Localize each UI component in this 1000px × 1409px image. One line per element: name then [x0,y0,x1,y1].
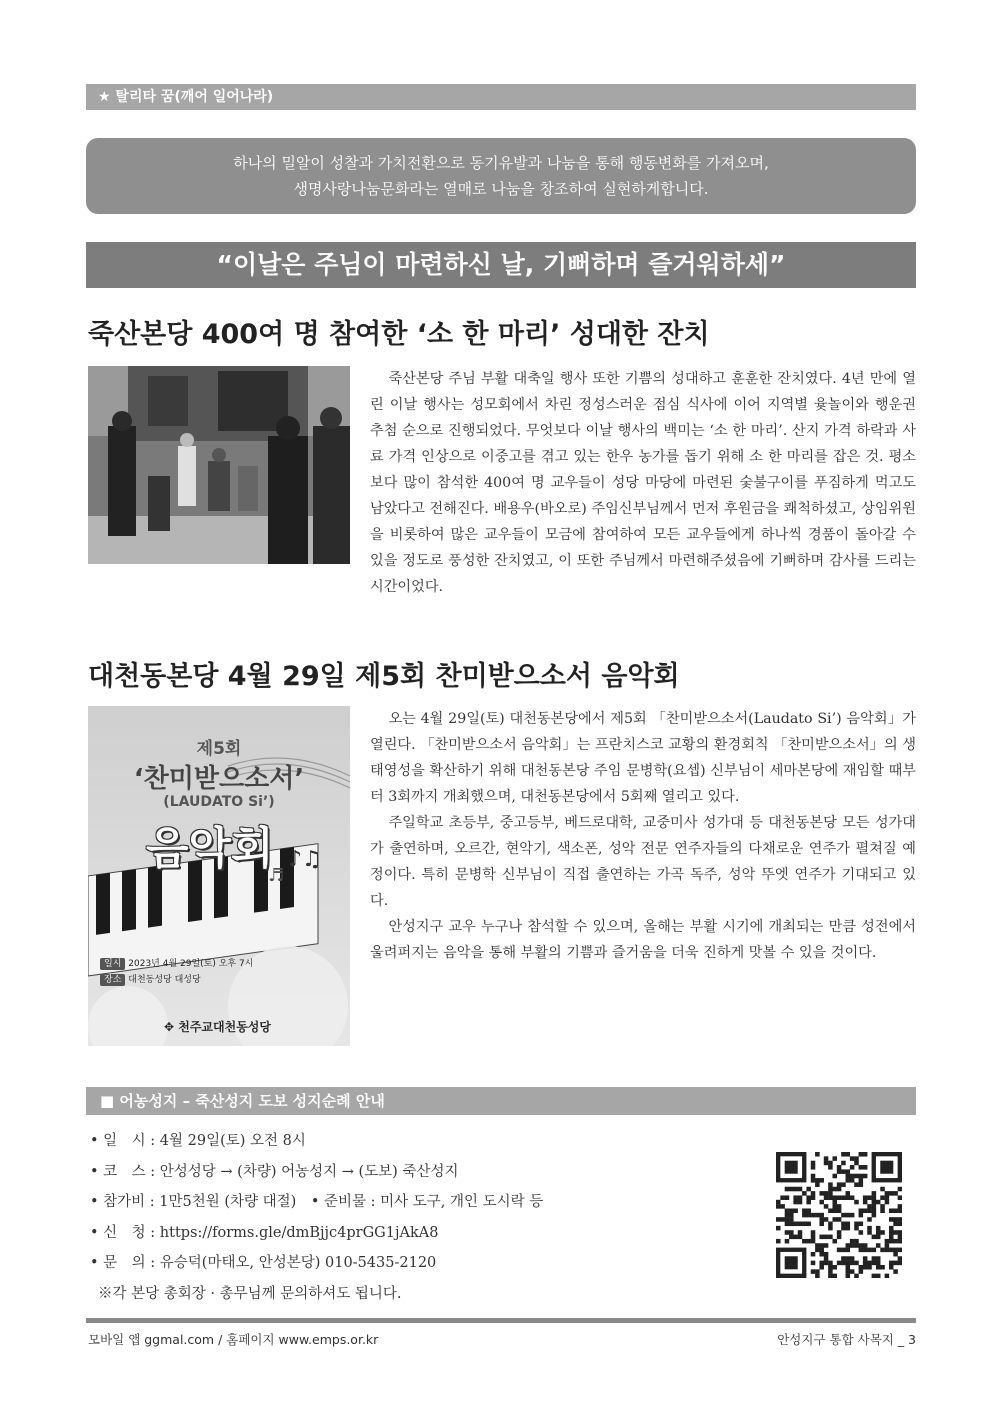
article2-paragraph-2: 주일학교 초등부, 중고등부, 베드로대학, 교중미사 성가대 등 대천동본당 모든 성가대가 출연하며, 오르간, 현악기, 색소폰, 성악 전문 연주자들의 다채로운 연주가 펼쳐질 예정이다. 특히 문병학 신부님이 직접 출연하는 가곡 독주, 성악 뚜엣 연주가 기대되고 있다. [370,815,916,909]
article2-paragraph-3: 안성지구 교우 누구나 참석할 수 있으며, 올해는 부활 시기에 개최되는 만큼 성전에서 울려퍼지는 음악을 통해 부활의 기쁨과 즐거움을 더욱 진하게 맛볼 수 있을 것이다. [370,919,916,961]
pilgrimage-info [90,1126,750,1309]
intro-line-2: 생명사랑나눔문화라는 열매로 나눔을 창조하여 실현하게합니다. [293,180,709,198]
footer-left: 모바일 앱 ggmal.com / 홈페이지 www.emps.or.kr [88,1332,379,1347]
article1-body [370,366,916,600]
footer-divider [86,1318,916,1323]
article2-paragraph-1: 오는 4월 29일(토) 대천동본당에서 제5회 「찬미받으소서(Laudato Si’) 음악회」가 열린다. 「찬미받으소서 음악회」는 프란치스코 교황의 환경회칙 「찬미받으소서」의 생태영성을 확산하기 위해 대천동본당 주임 문병학(요셉) 신부님이 세마본당에 재임할 때부터 3회까지 개최했으며, 대천동본당에서 5회째 열리고 있다. [370,711,916,805]
section-label-bar [86,84,916,110]
info-row-course: • 코 스 : 안성성당 → (차량) 어농성지 → (도보) 죽산성지 [90,1163,459,1180]
intro-line-1: 하나의 밀알이 성찰과 가치전환으로 동기유발과 나눔을 통해 행동변화를 가져오며, [233,154,769,172]
poster-edition: 제5회 [196,739,242,759]
poster-date-badge: 일시 [100,958,125,970]
poster-organizer-text: 천주교대천동성당 [178,1020,271,1034]
article2-title: 대천동본당 4월 29일 제5회 찬미받으소서 음악회 [88,661,680,692]
svg-text:♬: ♬ [268,865,285,886]
info-row-note: ※각 본당 총회장 · 총무님께 문의하셔도 됩니다. [98,1285,402,1302]
svg-text:♪♫: ♪♫ [288,847,322,872]
intro-box [86,138,916,214]
poster-date: 2023년 4월 29일(토) 오후 7시 [128,959,254,969]
pilgrimage-title: ■ 어농성지 – 죽산성지 도보 성지순례 안내 [100,1092,385,1110]
poster-latin: (LAUDATO Si’) [163,794,275,810]
poster-place: 대천동성당 대성당 [128,975,201,985]
pilgrimage-title-bar [86,1087,916,1115]
poster-name: ‘찬미받으소서’ [133,764,305,794]
poster-organizer [164,1018,271,1035]
poster-place-badge: 장소 [100,974,125,986]
info-row-fee: • 참가비 : 1만5천원 (차량 대절) • 준비물 : 미사 도구, 개인 도시락 등 [90,1194,544,1210]
footer-page-info: 안성지구 통합 사목지 _ 3 [777,1332,916,1347]
poster-date-row [100,956,253,969]
concert-poster [88,706,350,1046]
church-logo-icon: ✥ [164,1020,175,1034]
poster-place-row [100,972,201,985]
article2-body [370,706,916,966]
festival-photo-image [88,366,350,564]
article1-paragraph: 죽산본당 주님 부활 대축일 행사 또한 기쁨의 성대하고 훈훈한 잔치였다. 4년 만에 열린 이날 행사는 성모회에서 차린 정성스러운 점심 식사에 이어 지역별 윷놀이와 행운권 추첨 순으로 진행되었다. 무엇보다 이날 행사의 백미는 ‘소 한 마리’. 산지 가격 하락과 사료 가격 인상으로 이중고를 겪고 있는 한우 농가를 돕기 위해 소 한 마리를 잡은 것. 평소보다 많이 참석한 400여 명 교우들이 성당 마당에 마련된 숯불구이를 푸짐하게 먹고도 남았다고 전해진다. 배용우(바오로) 주임신부님께서 먼저 후원금을 쾌척하셨고, 상임위원을 비롯하여 많은 교우들이 모금에 참여하여 모든 교우들에게 하나씩 경품이 돌아갈 수 있을 정도로 풍성한 잔치였고, 이 또한 주님께서 마련해주셨음에 기뻐하며 감사를 드리는 시간이었다. [370,371,916,595]
qr-code-image [776,1152,902,1278]
article1-photo [88,366,350,564]
poster-event: 음악회 [146,823,274,874]
info-row-date: • 일 시 : 4월 29일(토) 오전 8시 [90,1133,306,1149]
info-row-apply[interactable]: • 신 청 : https://forms.gle/dmBjjc4prGG1jAkA8 [90,1224,439,1241]
info-row-contact: • 문 의 : 유승덕(마태오, 안성본당) 010-5435-2120 [90,1255,437,1271]
qr-code-icon[interactable] [776,1152,902,1278]
section-label: ★ 탈리타 꿈(깨어 일어나라) [98,89,274,105]
quote-banner: “이날은 주님이 마련하신 날, 기뻐하며 즐거워하세” [86,242,916,288]
article1-title: 죽산본당 400여 명 참여한 ‘소 한 마리’ 성대한 잔치 [88,319,710,350]
